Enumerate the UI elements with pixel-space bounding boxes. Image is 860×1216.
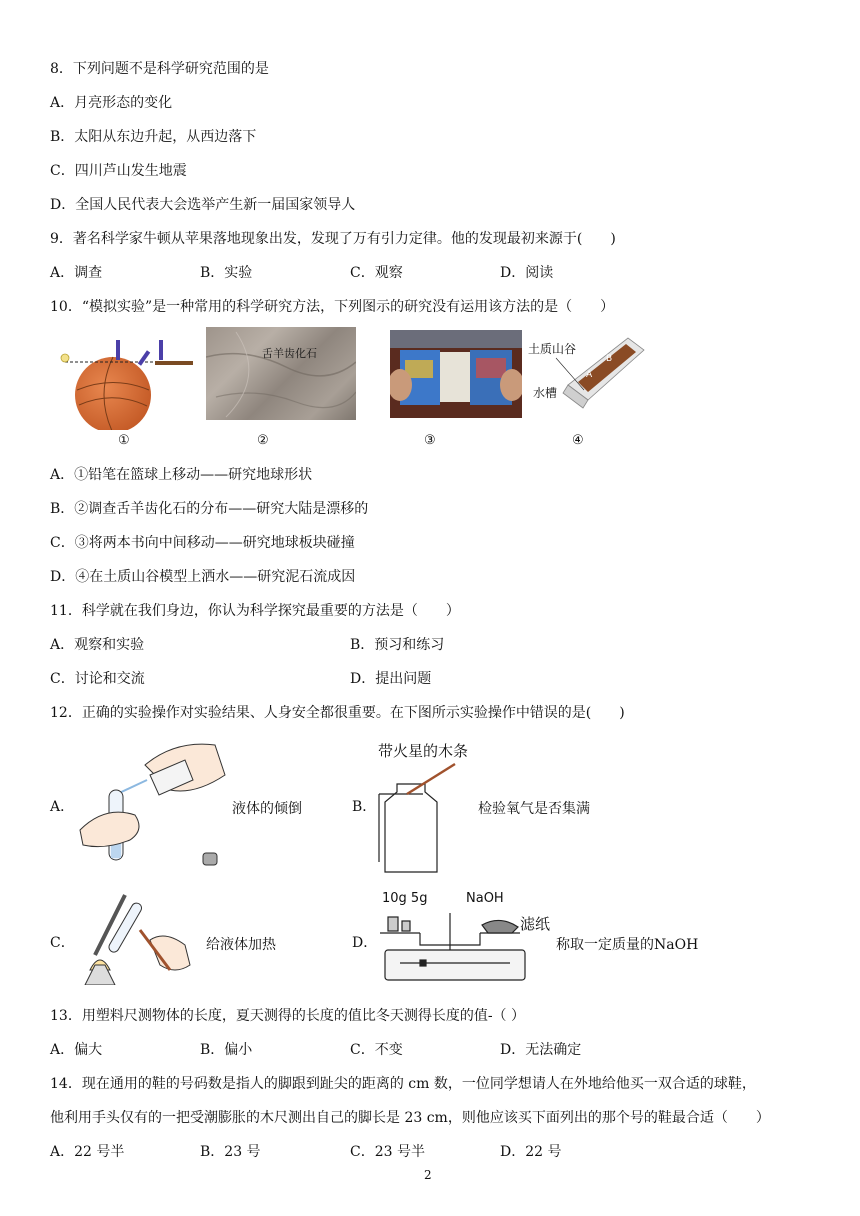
q14-option-a: A．22 号半 xyxy=(50,1144,125,1160)
q9-option-c: C．观察 xyxy=(350,265,403,281)
figure-splint-label: 带火星的木条 xyxy=(378,742,469,760)
q11-option-c: C．讨论和交流 xyxy=(50,671,145,687)
q12-option-d-letter: D． xyxy=(352,935,378,951)
figure-fossil-photo xyxy=(206,327,356,420)
q10-option-d: D．④在土质山谷模型上洒水——研究泥石流成因 xyxy=(50,569,356,585)
q14-option-d: D．22 号 xyxy=(500,1144,562,1160)
page-number: 2 xyxy=(424,1168,432,1182)
figure-basketball-pencil xyxy=(55,330,195,430)
q11-option-d: D．提出问题 xyxy=(350,671,432,687)
q14-option-b: B．23 号 xyxy=(200,1144,261,1160)
figure-point-b: B xyxy=(606,354,613,364)
q13-option-b: B．偏小 xyxy=(200,1042,253,1058)
q12-option-d-text: 称取一定质量的NaOH xyxy=(556,937,699,953)
figure-heating-liquid xyxy=(80,890,200,985)
q13-option-d: D．无法确定 xyxy=(500,1042,582,1058)
figure-valley-model xyxy=(528,330,646,410)
figure-1-caption: ① xyxy=(118,433,130,448)
q11-option-b: B．预习和练习 xyxy=(350,637,445,653)
q10-stem: 10．“模拟实验”是一种常用的科学研究方法，下列图示的研究没有运用该方法的是（ ） xyxy=(50,299,615,315)
q10-option-b: B．②调查舌羊齿化石的分布——研究大陆是漂移的 xyxy=(50,501,369,517)
q13-option-a: A．偏大 xyxy=(50,1042,103,1058)
q12-stem: 12．正确的实验操作对实验结果、人身安全都很重要。在下图所示实验操作中错误的是( ) xyxy=(50,705,625,721)
q12-option-a-letter: A． xyxy=(50,799,75,815)
q9-option-d: D．阅读 xyxy=(500,265,554,281)
q9-option-b: B．实验 xyxy=(200,265,253,281)
q8-option-a: A．月亮形态的变化 xyxy=(50,95,173,111)
q13-stem: 13．用塑料尺测物体的长度，夏天测得的长度的值比冬天测得长度的值-（ ） xyxy=(50,1008,525,1024)
figure-valley-label: 土质山谷 xyxy=(528,342,577,356)
q11-option-a: A．观察和实验 xyxy=(50,637,145,653)
q13-option-c: C．不变 xyxy=(350,1042,403,1058)
q10-option-a: A．①铅笔在篮球上移动——研究地球形状 xyxy=(50,467,313,483)
figure-oxygen-bottle xyxy=(375,762,465,877)
figure-weights-label: 10g 5g xyxy=(382,891,428,906)
figure-books-photo xyxy=(390,330,522,418)
figure-4-caption: ④ xyxy=(572,433,584,448)
figure-2-caption: ② xyxy=(257,433,269,448)
figure-3-caption: ③ xyxy=(424,433,436,448)
q12-option-b-letter: B． xyxy=(352,799,377,815)
q12-option-c-letter: C． xyxy=(50,935,75,951)
q14-stem-line2: 他利用手头仅有的一把受潮膨胀的木尺测出自己的脚长是 23 cm，则他应该买下面列出的那个号的鞋最合适（ ） xyxy=(50,1110,770,1126)
q11-stem: 11．科学就在我们身边，你认为科学探究最重要的方法是（ ） xyxy=(50,603,460,619)
q9-option-a: A．调查 xyxy=(50,265,103,281)
q12-option-c-text: 给液体加热 xyxy=(206,937,276,953)
figure-tank-label: 水槽 xyxy=(533,386,558,400)
figure-point-a: A xyxy=(586,370,593,380)
figure-balance xyxy=(380,905,530,990)
q14-option-c: C．23 号半 xyxy=(350,1144,425,1160)
q9-stem: 9．著名科学家牛顿从苹果落地现象出发，发现了万有引力定律。他的发现最初来源于( ) xyxy=(50,231,616,247)
q10-option-c: C．③将两本书向中间移动——研究地球板块碰撞 xyxy=(50,535,355,551)
q8-stem: 8．下列问题不是科学研究范围的是 xyxy=(50,61,269,77)
figure-filter-paper-label: 滤纸 xyxy=(520,915,551,933)
q14-stem-line1: 14．现在通用的鞋的号码数是指人的脚跟到趾尖的距离的 cm 数，一位同学想请人在外地给他买一双合适的球鞋， xyxy=(50,1076,756,1092)
q12-option-b-text: 检验氧气是否集满 xyxy=(478,801,590,817)
figure-pouring-liquid xyxy=(75,735,235,875)
figure-fossil-label: 舌羊齿化石 xyxy=(262,347,317,360)
q8-option-d: D．全国人民代表大会选举产生新一届国家领导人 xyxy=(50,197,356,213)
q8-option-c: C．四川芦山发生地震 xyxy=(50,163,187,179)
q8-option-b: B．太阳从东边升起，从西边落下 xyxy=(50,129,257,145)
figure-naoh-label: NaOH xyxy=(466,891,504,906)
q12-option-a-text: 液体的倾倒 xyxy=(232,801,302,817)
